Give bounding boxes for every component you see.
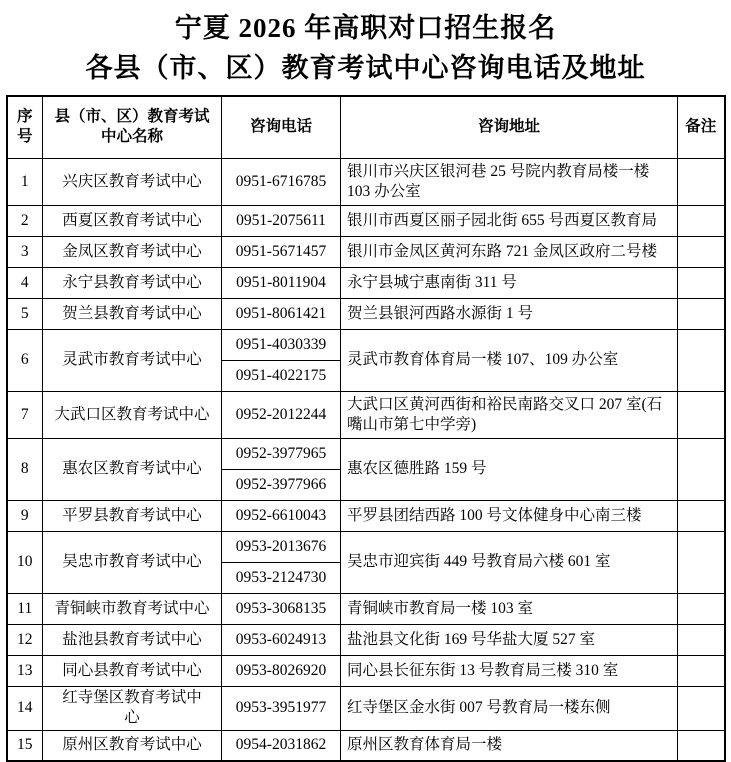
row-address: 大武口区黄河西街和裕民南路交叉口 207 室(石嘴山市第七中学旁)	[341, 391, 678, 438]
page-title	[0, 8, 731, 88]
header-address: 咨询地址	[341, 96, 678, 158]
row-address: 银川市金凤区黄河东路 721 金凤区政府二号楼	[341, 236, 678, 267]
row-phone: 0952-2012244	[222, 391, 341, 438]
row-phone: 0953-6024913	[222, 624, 341, 655]
row-note	[678, 686, 725, 730]
table-row	[7, 686, 725, 730]
row-note	[678, 730, 725, 761]
row-phone: 0952-3977965	[222, 438, 341, 469]
row-note	[678, 624, 725, 655]
row-seq: 9	[7, 500, 43, 531]
row-seq: 1	[7, 158, 43, 205]
row-address: 青铜峡市教育局一楼 103 室	[341, 593, 678, 624]
header-center-name: 县（市、区）教育考试中心名称	[43, 96, 222, 158]
row-address: 灵武市教育体育局一楼 107、109 办公室	[341, 329, 678, 391]
table-header-row	[7, 96, 725, 158]
contact-table	[6, 95, 726, 762]
row-seq: 7	[7, 391, 43, 438]
row-note	[678, 298, 725, 329]
row-phone: 0953-2124730	[222, 562, 341, 593]
row-address: 平罗县团结西路 100 号文体健身中心南三楼	[341, 500, 678, 531]
row-seq: 12	[7, 624, 43, 655]
row-note	[678, 655, 725, 686]
row-note	[678, 391, 725, 438]
row-phone: 0951-5671457	[222, 236, 341, 267]
row-seq: 14	[7, 686, 43, 730]
row-note	[678, 205, 725, 236]
row-phone: 0951-2075611	[222, 205, 341, 236]
row-address: 吴忠市迎宾街 449 号教育局六楼 601 室	[341, 531, 678, 593]
row-center-name: 吴忠市教育考试中心	[43, 531, 222, 593]
row-note	[678, 267, 725, 298]
row-center-name: 红寺堡区教育考试中心	[43, 686, 222, 730]
row-address: 盐池县文化街 169 号华盐大厦 527 室	[341, 624, 678, 655]
row-address: 原州区教育体育局一楼	[341, 730, 678, 761]
row-address: 红寺堡区金水街 007 号教育局一楼东侧	[341, 686, 678, 730]
row-note	[678, 329, 725, 391]
row-seq: 4	[7, 267, 43, 298]
table-row	[7, 593, 725, 624]
row-phone: 0952-3977966	[222, 469, 341, 500]
row-seq: 5	[7, 298, 43, 329]
table-row	[7, 267, 725, 298]
table-row	[7, 205, 725, 236]
row-center-name: 贺兰县教育考试中心	[43, 298, 222, 329]
row-address: 永宁县城宁惠南街 311 号	[341, 267, 678, 298]
table-row	[7, 438, 725, 469]
row-phone: 0952-6610043	[222, 500, 341, 531]
row-seq: 11	[7, 593, 43, 624]
row-seq: 10	[7, 531, 43, 593]
table-row	[7, 158, 725, 205]
row-center-name: 永宁县教育考试中心	[43, 267, 222, 298]
row-phone: 0954-2031862	[222, 730, 341, 761]
row-seq: 6	[7, 329, 43, 391]
row-seq: 15	[7, 730, 43, 761]
row-center-name: 金凤区教育考试中心	[43, 236, 222, 267]
page-title-line1: 宁夏 2026 年高职对口招生报名	[174, 13, 557, 43]
row-seq: 3	[7, 236, 43, 267]
row-phone: 0953-3068135	[222, 593, 341, 624]
row-center-name: 同心县教育考试中心	[43, 655, 222, 686]
table-row	[7, 298, 725, 329]
row-address: 银川市西夏区丽子园北街 655 号西夏区教育局	[341, 205, 678, 236]
table-row	[7, 329, 725, 360]
row-center-name: 兴庆区教育考试中心	[43, 158, 222, 205]
row-note	[678, 531, 725, 593]
row-note	[678, 236, 725, 267]
row-center-name: 盐池县教育考试中心	[43, 624, 222, 655]
row-phone: 0951-4022175	[222, 360, 341, 391]
row-phone: 0951-4030339	[222, 329, 341, 360]
row-phone: 0951-8011904	[222, 267, 341, 298]
table-row	[7, 624, 725, 655]
row-address: 银川市兴庆区银河巷 25 号院内教育局楼一楼 103 办公室	[341, 158, 678, 205]
row-phone: 0953-8026920	[222, 655, 341, 686]
row-center-name: 平罗县教育考试中心	[43, 500, 222, 531]
row-center-name: 西夏区教育考试中心	[43, 205, 222, 236]
table-row	[7, 391, 725, 438]
row-center-name: 原州区教育考试中心	[43, 730, 222, 761]
header-seq: 序号	[7, 96, 43, 158]
row-note	[678, 593, 725, 624]
row-phone: 0953-2013676	[222, 531, 341, 562]
row-seq: 8	[7, 438, 43, 500]
row-phone: 0951-8061421	[222, 298, 341, 329]
row-phone: 0951-6716785	[222, 158, 341, 205]
row-center-name: 灵武市教育考试中心	[43, 329, 222, 391]
row-address: 惠农区德胜路 159 号	[341, 438, 678, 500]
row-address: 贺兰县银河西路水源街 1 号	[341, 298, 678, 329]
row-center-name: 青铜峡市教育考试中心	[43, 593, 222, 624]
header-note: 备注	[678, 96, 725, 158]
row-note	[678, 438, 725, 500]
table-row	[7, 655, 725, 686]
row-note	[678, 500, 725, 531]
header-phone: 咨询电话	[222, 96, 341, 158]
row-seq: 2	[7, 205, 43, 236]
row-address: 同心县长征东街 13 号教育局三楼 310 室	[341, 655, 678, 686]
table-row	[7, 236, 725, 267]
row-center-name: 惠农区教育考试中心	[43, 438, 222, 500]
table-row	[7, 500, 725, 531]
row-note	[678, 158, 725, 205]
page-title-line2: 各县（市、区）教育考试中心咨询电话及地址	[85, 53, 646, 83]
row-phone: 0953-3951977	[222, 686, 341, 730]
row-center-name: 大武口区教育考试中心	[43, 391, 222, 438]
table-row	[7, 730, 725, 761]
table-row	[7, 531, 725, 562]
row-seq: 13	[7, 655, 43, 686]
